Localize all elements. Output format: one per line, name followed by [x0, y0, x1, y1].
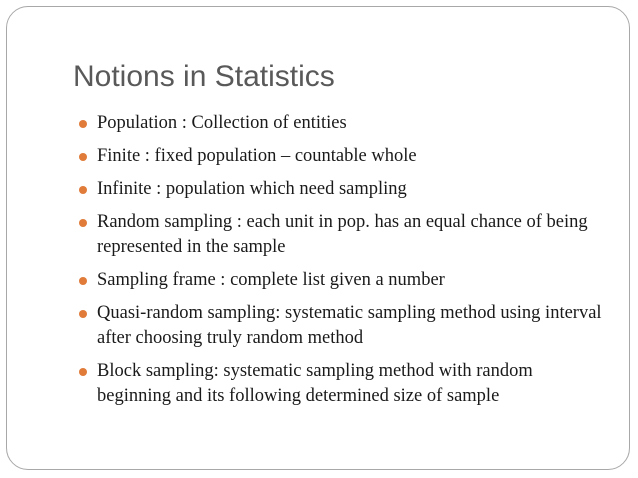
bullet-text: Infinite : population which need sampling [97, 179, 407, 199]
bullet-text: Quasi-random sampling: systematic sampling method using interval after choosing truly random method [97, 303, 602, 348]
bullet-text: Random sampling : each unit in pop. has an equal chance of being represented in the sample [97, 212, 588, 257]
bullet-item [79, 301, 609, 351]
bullet-item [79, 111, 609, 136]
bullet-item [79, 177, 609, 202]
bullet-dot-icon [79, 368, 87, 376]
bullet-text: Block sampling: systematic sampling method with random beginning and its following determined size of sample [97, 361, 533, 406]
slide-frame [6, 6, 630, 470]
bullet-text: Population : Collection of entities [97, 113, 347, 133]
bullet-list [79, 111, 609, 417]
bullet-text: Sampling frame : complete list given a number [97, 270, 445, 290]
bullet-dot-icon [79, 120, 87, 128]
bullet-item [79, 210, 609, 260]
bullet-dot-icon [79, 153, 87, 161]
bullet-item [79, 144, 609, 169]
bullet-dot-icon [79, 277, 87, 285]
bullet-text: Finite : fixed population – countable whole [97, 146, 417, 166]
bullet-item [79, 359, 609, 409]
slide-title: Notions in Statistics [73, 60, 335, 93]
bullet-dot-icon [79, 186, 87, 194]
bullet-dot-icon [79, 310, 87, 318]
bullet-item [79, 268, 609, 293]
bullet-dot-icon [79, 219, 87, 227]
